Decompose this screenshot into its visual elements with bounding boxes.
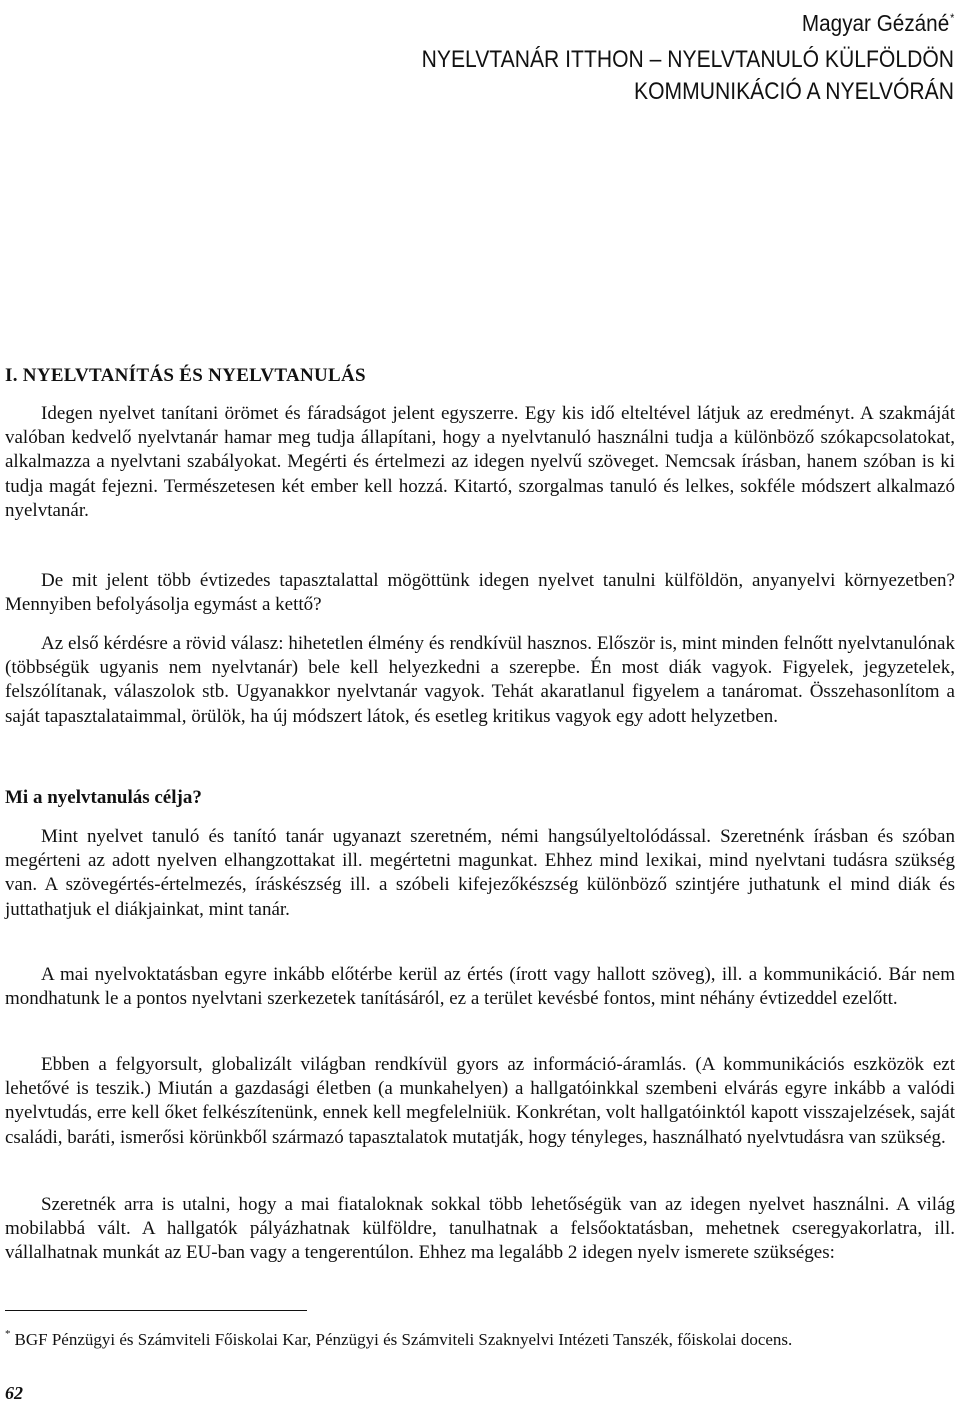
footnote-mark: * bbox=[5, 1328, 11, 1340]
paragraph-3: Az első kérdésre a rövid válasz: hihetetlen élmény és rendkívül hasznos. Először is, mint minden felnőtt nyelvtanulónak (többségük ugyanis nem nyelvtanár) bele kell helyezkedni a szerepbe. Én most diák vagyok. Figyelek, jegyzetelek, felszólítanak, válaszolok stb. Ugyanakkor nyelvtanár vagyok. Tehát akaratlanul figyelem a tanáromat. Összehasonlítom a saját tapasztalataimmal, örülök, ha új módszert látok, és esetleg kritikus vagyok egy adott helyzetben. bbox=[5, 633, 955, 727]
paragraph-1: Idegen nyelvet tanítani örömet és fáradságot jelent egyszerre. Egy kis idő elteltével látjuk az eredményt. A szakmáját valóban kedvelő nyelvtanár hamar meg tudja állapítani, hogy a nyelvtanuló használni tudja a különböző szókapcsolatokat, alkalmazza a nyelvtani szabályokat. Megérti és értelmezi az idegen nyelvű szöveget. Nemcsak írásban, hanem szóban is ki tudja magát fejezni. Természetesen két ember kell hozzá. Kitartó, szorgalmas tanuló és lelkes, sokféle módszert alkalmazó nyelvtanár. bbox=[5, 403, 955, 521]
footnote-divider bbox=[5, 1310, 307, 1311]
section-heading: I. NYELVTANÍTÁS ÉS NYELVTANULÁS bbox=[5, 365, 366, 386]
author-name bbox=[802, 4, 954, 37]
paragraph-6: Ebben a felgyorsult, globalizált világban rendkívül gyors az információ-áramlás. (A kommunikációs eszközök ezt lehetővé is teszik.) Miután a gazdasági életben (a munkahelyen) a hallgatóinkkal szembeni elvárás egyre inkább a valódi nyelvtudás, erre kell őket felkészítenünk, ennek kell megfelelniük. Konkrétan, volt hallgatóinktól kapott visszajelzések, saját családi, baráti, ismerősi körünkből származó tapasztalatok mutatják, hogy tényleges, használható nyelvtudásra van szükség. bbox=[5, 1054, 955, 1148]
paragraph-7: Szeretnék arra is utalni, hogy a mai fiataloknak sokkal több lehetőségük van az idegen nyelvet használni. A világ mobilabbá vált. A hallgatók pályázhatnak külföldre, tanulhatnak a felsőoktatásban, mehetnek cseregyakorlatra, ill. vállalhatnak munkát az EU-ban vagy a tengerentúlon. Ehhez ma legalább 2 idegen nyelv ismerete szükséges: bbox=[5, 1194, 955, 1264]
article-title-line-1: NYELVTANÁR ITTHON – NYELVTANULÓ KÜLFÖLDÖN bbox=[421, 46, 954, 73]
paragraph-2: De mit jelent több évtizedes tapasztalattal mögöttünk idegen nyelvet tanulni külföldön, anyanyelvi környezetben? Mennyiben befolyásolja egymást a kettő? bbox=[5, 570, 955, 616]
page-number: 62 bbox=[5, 1383, 23, 1403]
subheading: Mi a nyelvtanulás célja? bbox=[5, 787, 202, 808]
article-title-line-2: KOMMUNIKÁCIÓ A NYELVÓRÁN bbox=[633, 78, 954, 105]
author-footnote-mark: * bbox=[949, 11, 954, 25]
article-title bbox=[422, 44, 954, 108]
footnote bbox=[5, 1322, 955, 1352]
paragraph-4: Mint nyelvet tanuló és tanító tanár ugyanazt szeretném, némi hangsúlyeltolódással. Szeretnénk írásban és szóban megérteni az adott nyelven elhangzottakat ill. megértetni magunkat. Ehhez mind lexikai, mind nyelvtani tudásra szükség van. A szövegértés-értelmezés, íráskészség ill. a szóbeli kifejezőkészség különböző szintjére juthatunk el mind diák és juttathatjuk el diákjainkat, mint tanár. bbox=[5, 826, 955, 920]
paragraph-5: A mai nyelvoktatásban egyre inkább előtérbe kerül az értés (írott vagy hallott szöveg), ill. a kommunikáció. Bár nem mondhatunk le a pontos nyelvtani szerkezetek tanításáról, ez a terület kevésbé fontos, mint néhány évtizeddel ezelőtt. bbox=[5, 964, 955, 1010]
author-name-text: Magyar Gézáné bbox=[801, 10, 949, 36]
footnote-text: BGF Pénzügyi és Számviteli Főiskolai Kar, Pénzügyi és Számviteli Szaknyelvi Intézeti Tanszék, főiskolai docens. bbox=[14, 1330, 793, 1349]
